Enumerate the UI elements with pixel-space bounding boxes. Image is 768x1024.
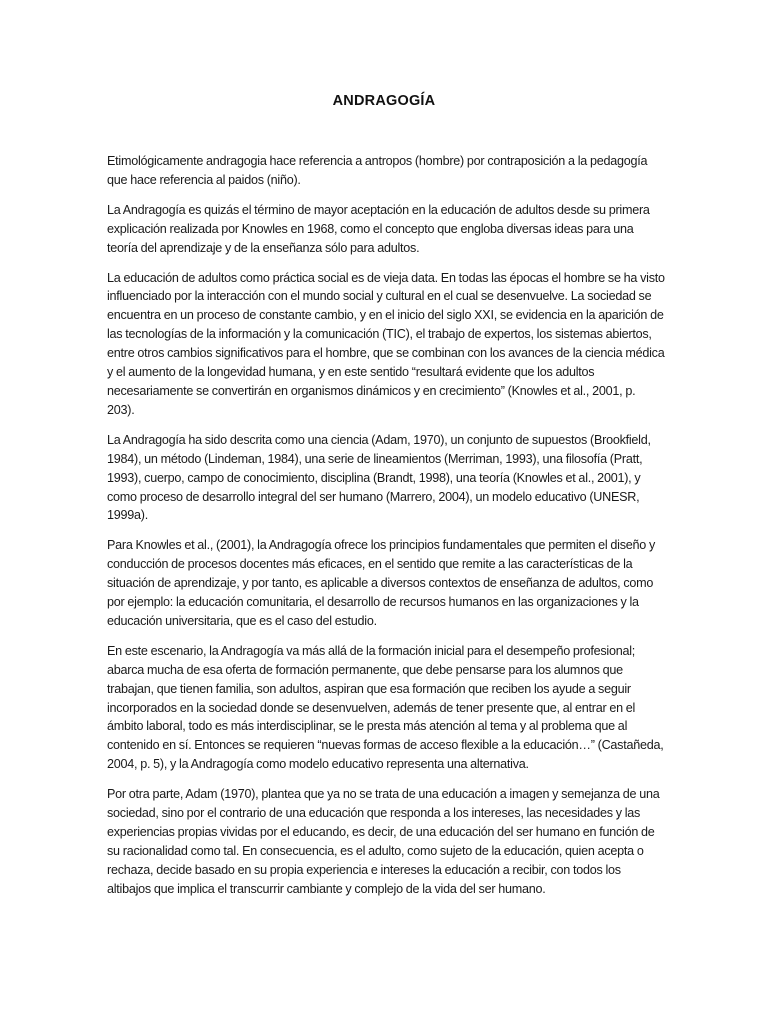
document-title: ANDRAGOGÍA	[332, 93, 436, 109]
paragraph-scenario: En este escenario, la Andragogía va más allá de la formación inicial para el desempeño profesional; abarca mucha de esa oferta de formación permanente, que debe pensarse para los alumnos que trabajan, que tienen familia, son adultos, aspiran que esa formación que reciben los ayude a seguir incorporados en la sociedad donde se desenvuelven, además de tener presente que, al entrar en el ámbito laboral, todo es más interdisciplinar, se le presta más atención al tema y al problema que al contenido en sí. Entonces se requieren “nuevas formas de acceso flexible a la educación…” (Castañeda, 2004, p. 5), y la Andragogía como modelo educativo representa una alternativa.	[107, 643, 664, 772]
paragraph-knowles: Para Knowles et al., (2001), la Andragogía ofrece los principios fundamentales que permiten el diseño y conducción de procesos docentes más eficaces, en el sentido que remite a las características de la situación de aprendizaje, y por tanto, es aplicable a diversos contextos de enseñanza de adultos, como por ejemplo: la educación comunitaria, el desarrollo de recursos humanos en las organizaciones y la educación universitaria, que es el caso del estudio.	[107, 538, 656, 628]
paragraph-etymology: Etimológicamente andragogia hace referencia a antropos (hombre) por contraposición a la pedagogía que hace referencia al paidos (niño).	[107, 154, 648, 187]
paragraph-definition: La Andragogía es quizás el término de mayor aceptación en la educación de adultos desde su primera explicación realizada por Knowles en 1968, como el concepto que engloba diversas ideas para una teoría del aprendizaje y de la enseñanza sólo para adultos.	[107, 202, 650, 255]
paragraph-descriptions: La Andragogía ha sido descrita como una ciencia (Adam, 1970), un conjunto de supuestos (Brookfield, 1984), un método (Lindeman, 1984), una serie de lineamientos (Merriman, 1993), una filosofía (Pratt, 1993), cuerpo, campo de conocimiento, disciplina (Brandt, 1998), una teoría (Knowles et al., 2001), y como proceso de desarrollo integral del ser humano (Marrero, 2004), un modelo educativo (UNESR, 1999a).	[107, 432, 651, 523]
paragraph-adult-education: La educación de adultos como práctica social es de vieja data. En todas las épocas el hombre se ha visto influenciado por la interacción con el mundo social y cultural en el cual se desenvuelve. La sociedad se encuentra en un proceso de constante cambio, y en el inicio del siglo XXI, se evidencia en la aparición de las tecnologías de la información y la comunicación (TIC), el trabajo de expertos, los sistemas abiertos, entre otros cambios significativos para el hombre, que se combinan con los avances de la ciencia médica y el aumento de la longevidad humana, y en este sentido “resultará evidente que los adultos necesariamente se convertirán en organismos dinámicos y en crecimiento” (Knowles et al., 2001, p. 203).	[107, 270, 665, 417]
document-body	[107, 152, 665, 910]
paragraph-adam: Por otra parte, Adam (1970), plantea que ya no se trata de una educación a imagen y semejanza de una sociedad, sino por el contrario de una educación que responda a los intereses, las necesidades y las experiencias propias vividas por el educando, es decir, de una educación del ser humano en función de su racionalidad como tal. En consecuencia, es el adulto, como sujeto de la educación, quien acepta o rechaza, decide basado en su propia experiencia e intereses la educación a recibir, con todos los altibajos que implica el transcurrir cambiante y complejo de la vida del ser humano.	[107, 787, 660, 896]
